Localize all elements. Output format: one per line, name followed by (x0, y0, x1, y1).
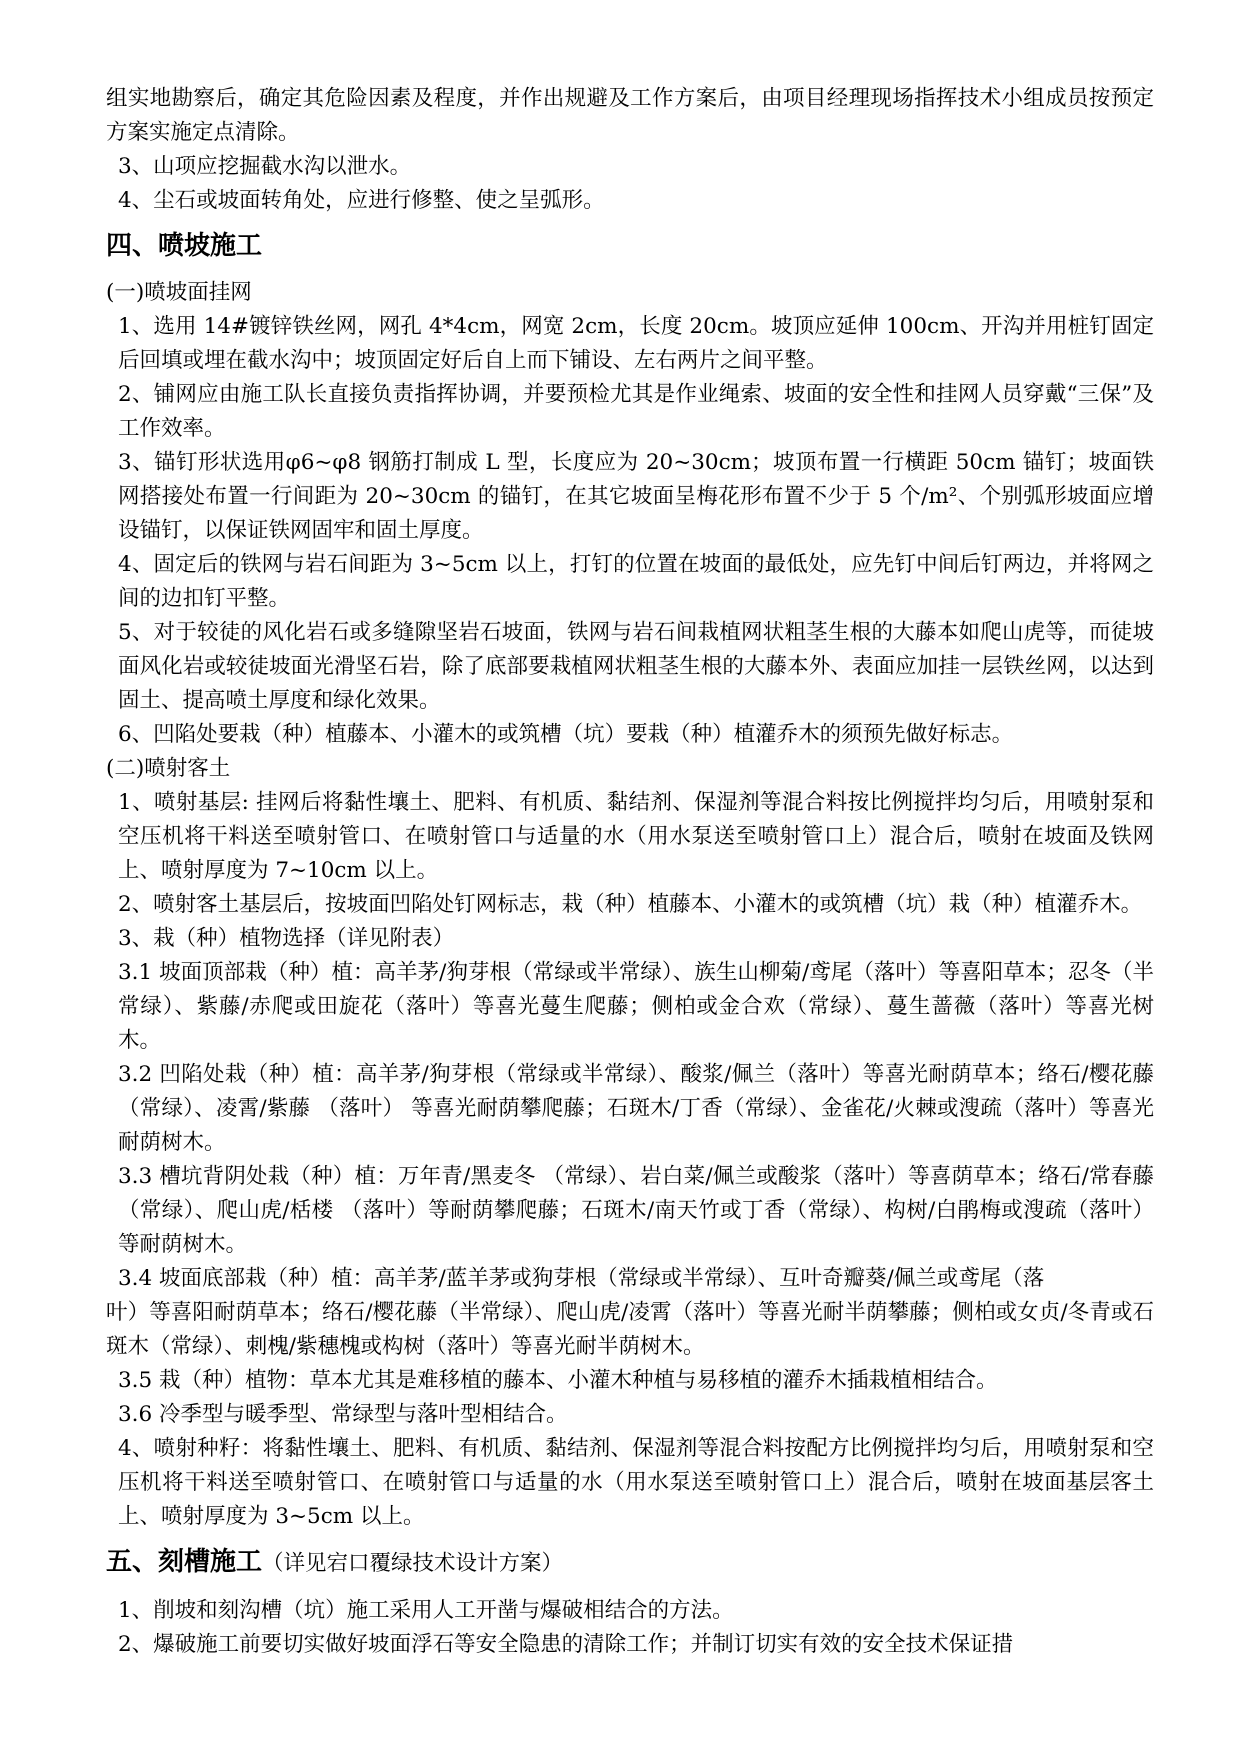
section-5-note: （详见宕口覆绿技术设计方案） (262, 1551, 564, 1576)
sub1-item-1: 1、选用 14#镀锌铁丝网，网孔 4*4cm，网宽 2cm，长度 20cm。坡顶应延伸 100cm、开沟并用桩钉固定后回填或埋在截水沟中；坡顶固定好后自上而下铺设、左右两片之间平整。 (118, 314, 1154, 373)
section-5-heading (106, 1542, 1154, 1584)
sub2-item-2: 2、喷射客土基层后，按坡面凹陷处钉网标志，栽（种）植藤本、小灌木的或筑槽（坑）栽（种）植灌乔木。 (118, 892, 1143, 917)
sec5-item-1: 1、削坡和刻沟槽（坑）施工采用人工开凿与爆破相结合的方法。 (118, 1598, 734, 1623)
subsection-1-title: (一)喷坡面挂网 (106, 280, 252, 305)
sub1-item-6: 6、凹陷处要栽（种）植藤本、小灌木的或筑槽（坑）要栽（种）植灌乔木的须预先做好标志。 (118, 722, 1014, 747)
intro-item-4: 4、尘石或坡面转角处，应进行修整、使之呈弧形。 (118, 188, 605, 213)
sub2-item-3: 3、栽（种）植物选择（详见附表） (118, 926, 455, 951)
intro-item-3: 3、山项应挖掘截水沟以泄水。 (118, 154, 412, 179)
sub2-item-3-6: 3.6 冷季型与暖季型、常绿型与落叶型相结合。 (118, 1402, 568, 1427)
sub1-item-3: 3、锚钉形状选用φ6~φ8 钢筋打制成 L 型，长度应为 20~30cm；坡顶布置一行横距 50cm 锚钉；坡面铁网搭接处布置一行间距为 20~30cm 的锚钉，在其它坡面呈梅花形布置不少于 5 个/m²、个别弧形坡面应增设锚钉，以保证铁网固牢和固土厚度。 (118, 450, 1154, 543)
sub1-item-4: 4、固定后的铁网与岩石间距为 3~5cm 以上，打钉的位置在坡面的最低处，应先钉中间后钉两边，并将网之间的边扣钉平整。 (118, 552, 1154, 611)
sub2-item-3-1: 3.1 坡面顶部栽（种）植：高羊茅/狗芽根（常绿或半常绿）、族生山柳菊/鸢尾（落叶）等喜阳草本；忍冬（半常绿）、紫藤/赤爬或田旋花（落叶）等喜光蔓生爬藤；侧柏或金合欢（常绿）、蔓生蔷薇（落叶）等喜光树木。 (118, 960, 1154, 1053)
sub2-item-4: 4、喷射种籽：将黏性壤土、肥料、有机质、黏结剂、保湿剂等混合料按配方比例搅拌均匀后，用喷射泵和空压机将干料送至喷射管口、在喷射管口与适量的水（用水泵送至喷射管口上）混合后，喷射在坡面基层客土上、喷射厚度为 3~5cm 以上。 (118, 1436, 1154, 1529)
document-page (106, 82, 1154, 1662)
sub2-item-3-5: 3.5 栽（种）植物：草本尤其是难移植的藤本、小灌木种植与易移植的灌乔木插栽植相结合。 (118, 1368, 998, 1393)
section-4-heading (106, 226, 1154, 266)
section-4-title: 四、喷坡施工 (106, 231, 263, 261)
intro-paragraph: 组实地勘察后，确定其危险因素及程度，并作出规避及工作方案后，由项目经理现场指挥技术小组成员按预定方案实施定点清除。 (106, 86, 1154, 145)
subsection-2-title: (二)喷射客土 (106, 756, 231, 781)
sub1-item-5: 5、对于较徒的风化岩石或多缝隙坚岩石坡面，铁网与岩石间栽植网状粗茎生根的大藤本如爬山虎等，而徒坡面风化岩或较徒坡面光滑坚石岩，除了底部要栽植网状粗茎生根的大藤本外、表面应加挂一层铁丝网，以达到固土、提高喷土厚度和绿化效果。 (118, 620, 1154, 713)
sub2-item-1: 1、喷射基层: 挂网后将黏性壤土、肥料、有机质、黏结剂、保湿剂等混合料按比例搅拌均匀后，用喷射泵和空压机将干料送至喷射管口、在喷射管口与适量的水（用水泵送至喷射管口上）混合后，喷射在坡面及铁网上、喷射厚度为 7~10cm 以上。 (118, 790, 1154, 883)
sub2-item-3-2: 3.2 凹陷处栽（种）植：高羊茅/狗芽根（常绿或半常绿）、酸浆/佩兰（落叶）等喜光耐荫草本；络石/樱花藤（常绿）、凌霄/紫藤 （落叶） 等喜光耐荫攀爬藤；石斑木/丁香（常绿）、金雀花/火棘或溲疏（落叶）等喜光耐荫树木。 (118, 1062, 1154, 1155)
sub1-item-2: 2、铺网应由施工队长直接负责指挥协调，并要预检尤其是作业绳索、坡面的安全性和挂网人员穿戴“三保”及工作效率。 (118, 382, 1154, 441)
sub2-item-3-4: 3.4 坡面底部栽（种）植：高羊茅/蓝羊茅或狗芽根（常绿或半常绿）、互叶奇瓣葵/佩兰或鸢尾（落 (118, 1266, 1045, 1291)
sec5-item-2: 2、爆破施工前要切实做好坡面浮石等安全隐患的清除工作；并制订切实有效的安全技术保证措 (118, 1632, 1014, 1657)
sub2-item-3-3: 3.3 槽坑背阴处栽（种）植：万年青/黑麦冬 （常绿）、岩白菜/佩兰或酸浆（落叶）等喜荫草本；络石/常春藤（常绿）、爬山虎/栝楼 （落叶）等耐荫攀爬藤；石斑木/南天竹或丁香（常绿）、构树/白鹃梅或溲疏（落叶）等耐荫树木。 (118, 1164, 1154, 1257)
sub2-item-3-4-cont: 叶）等喜阳耐荫草本；络石/樱花藤（半常绿）、爬山虎/凌霄（落叶）等喜光耐半荫攀藤；侧柏或女贞/冬青或石斑木（常绿）、刺槐/紫穗槐或构树（落叶）等喜光耐半荫树木。 (106, 1300, 1154, 1359)
section-5-title: 五、刻槽施工 (106, 1547, 263, 1577)
